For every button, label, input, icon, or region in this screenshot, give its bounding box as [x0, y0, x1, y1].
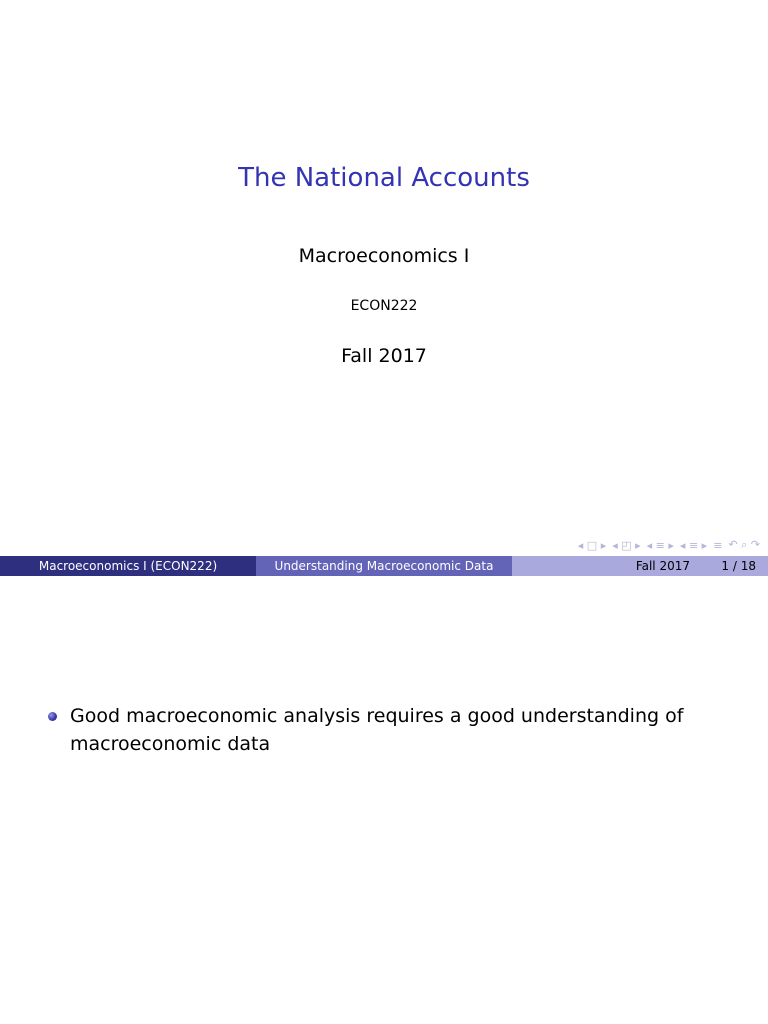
slide-content-page [0, 576, 768, 1024]
bullet-text: Good macroeconomic analysis requires a good understanding of macroeconomic data [70, 705, 684, 755]
footer-section-title: Understanding Macroeconomic Data [256, 556, 512, 576]
toc-nav-icon[interactable]: ≡ [713, 538, 723, 552]
slide-title: The National Accounts [238, 163, 530, 193]
footer-date: Fall 2017 [635, 559, 690, 573]
footer-right [512, 556, 768, 576]
search-back-forward-icon[interactable]: ↶ ⌕ ↷ [728, 538, 760, 551]
course-code: ECON222 [350, 298, 418, 314]
bullet-list [46, 702, 726, 758]
footer-author: Macroeconomics I (ECON222) [0, 556, 256, 576]
subsection-list-nav-icon[interactable]: ◂ ≡ ▸ [679, 538, 708, 552]
bullet-icon [48, 712, 57, 721]
frame-nav-icon[interactable]: ◂ □ ▸ [577, 538, 607, 552]
list-item [46, 702, 726, 758]
slide-date: Fall 2017 [341, 345, 427, 367]
slide-subtitle: Macroeconomics I [298, 245, 470, 267]
section-nav-icon[interactable]: ◂ ≡ ▸ [646, 538, 674, 552]
footer-page-number: 1 / 18 [721, 559, 756, 573]
subsection-nav-icon[interactable]: ◂ ◰ ▸ [612, 538, 641, 552]
slide-footer [0, 556, 768, 576]
beamer-navigation-bar [572, 536, 760, 554]
